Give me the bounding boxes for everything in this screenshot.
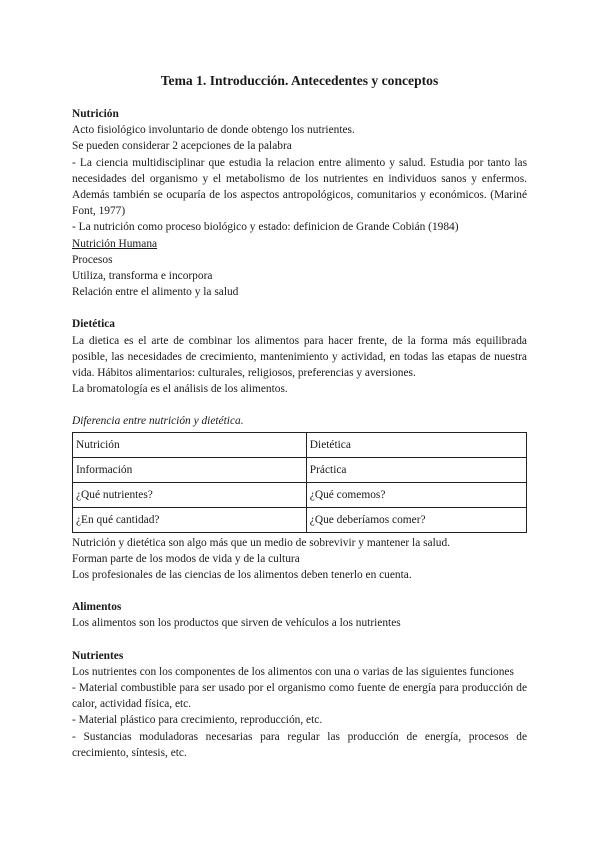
nutricion-humana-line: Relación entre el alimento y la salud xyxy=(72,286,239,299)
section-heading-alimentos: Alimentos xyxy=(72,601,122,614)
table-cell: ¿Que deberíamos comer? xyxy=(306,507,526,532)
table-cell: Nutrición xyxy=(73,432,307,457)
dietetica-paragraph: La dietica es el arte de combinar los alimentos para hacer frente, de la forma más equilibrada posible, las necesidades de crecimiento, mantenimiento y actividad, en todas las etapas de nuestra vida. Hábitos alimentarios: culturales, religiosos, preferencias y aversiones. xyxy=(72,334,527,380)
section-heading-dietetica: Dietética xyxy=(72,318,116,331)
section-heading-nutricion: Nutrición xyxy=(72,108,119,120)
nutrientes-point: - Sustancias moduladoras necesarias para regular las producción de energía, procesos de crecimiento, síntesis, etc. xyxy=(72,730,527,759)
section-dietetica xyxy=(72,316,527,583)
table-row xyxy=(73,507,527,532)
document-body xyxy=(72,72,527,761)
nutrientes-point: - Material plástico para crecimiento, reproducción, etc. xyxy=(72,714,323,727)
page-title: Tema 1. Introducción. Antecedentes y conceptos xyxy=(160,73,439,88)
dietetica-after-line: Nutrición y dietética son algo más que un medio de sobrevivir y mantener la salud. xyxy=(72,536,451,549)
alimentos-line: Los alimentos son los productos que sirven de vehículos a los nutrientes xyxy=(72,617,401,630)
section-nutrientes xyxy=(72,648,527,761)
table-cell: Práctica xyxy=(306,457,526,482)
table-cell: ¿Qué comemos? xyxy=(306,482,526,507)
table-cell: ¿Qué nutrientes? xyxy=(73,482,307,507)
nutrientes-intro: Los nutrientes con los componentes de los alimentos con una o varias de las siguientes funciones xyxy=(72,665,514,678)
table-row xyxy=(73,457,527,482)
dietetica-after-line: Forman parte de los modos de vida y de la cultura xyxy=(72,552,300,565)
dietetica-after-line: Los profesionales de las ciencias de los alimentos deben tenerlo en cuenta. xyxy=(72,569,412,582)
nutricion-line: Acto fisiológico involuntario de donde obtengo los nutrientes. xyxy=(72,124,355,137)
table-row xyxy=(73,482,527,507)
nutrientes-point: - Material combustible para ser usado por el organismo como fuente de energía para producción de calor, actividad física, etc. xyxy=(72,682,527,711)
table-cell: Información xyxy=(73,457,307,482)
nutricion-point: - La nutrición como proceso biológico y estado: definicion de Grande Cobián (1984) xyxy=(72,221,459,234)
nutricion-line: Se pueden considerar 2 acepciones de la palabra xyxy=(72,140,292,153)
table-caption: Diferencia entre nutrición y dietética. xyxy=(72,415,244,428)
nutricion-humana-line: Procesos xyxy=(72,253,113,266)
nutricion-point: - La ciencia multidisciplinar que estudia la relacion entre alimento y salud. Estudia por tanto las necesidades del organismo y el metabolismo de los nutrientes en individuos sanos y enfermos. Además también se ocuparía de los aspectos antropológicos, comunitarios y económicos. (Mariné Font, 1977) xyxy=(72,156,527,218)
dietetica-line: La bromatología es el análisis de los alimentos. xyxy=(72,383,288,396)
table-row xyxy=(73,432,527,457)
comparison-table xyxy=(72,432,527,533)
section-alimentos xyxy=(72,599,527,631)
subheading-nutricion-humana: Nutrición Humana xyxy=(72,237,158,250)
table-cell: ¿En qué cantidad? xyxy=(73,507,307,532)
section-nutricion xyxy=(72,106,527,300)
section-heading-nutrientes: Nutrientes xyxy=(72,649,124,662)
table-cell: Dietética xyxy=(306,432,526,457)
nutricion-humana-line: Utiliza, transforma e incorpora xyxy=(72,270,213,283)
